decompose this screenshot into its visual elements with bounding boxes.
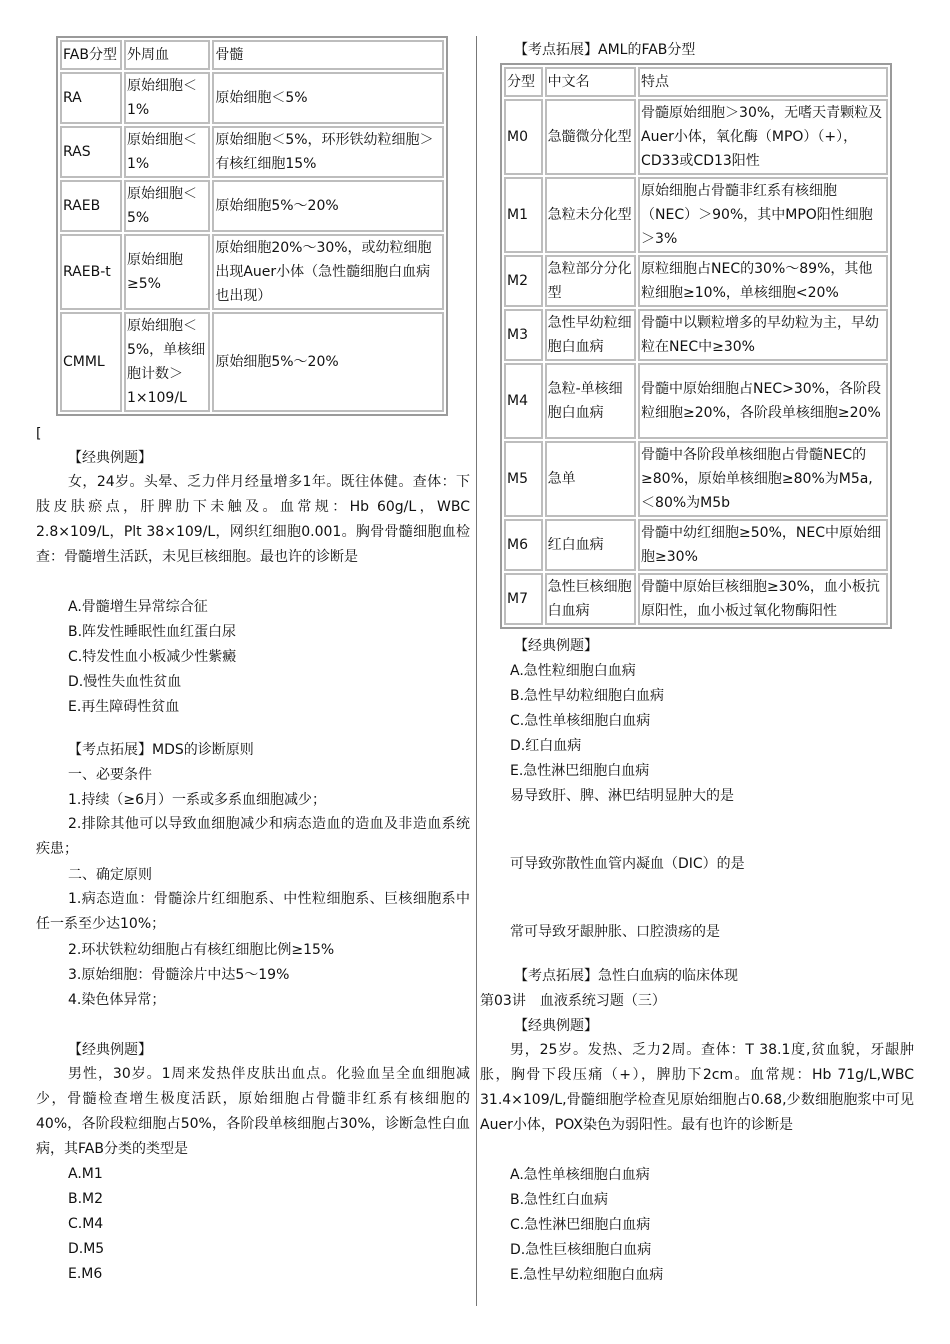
- type-cell: M7: [504, 573, 543, 625]
- table-row: [504, 363, 888, 439]
- name-cell: 急粒部分分化型: [545, 255, 636, 307]
- q2-option-c[interactable]: C.M4: [68, 1216, 104, 1232]
- header-cell: 外周血: [124, 40, 210, 70]
- feature-cell: 骨髓中各阶段单核细胞占骨髓NEC的≥80%，原始单核细胞≥80%为M5a,＜80%为M5b: [638, 441, 888, 517]
- aml-fab-table: [500, 63, 892, 629]
- q3-option-e[interactable]: E.急性淋巴细胞白血病: [510, 763, 650, 779]
- q3-heading: 【经典例题】: [514, 638, 598, 654]
- name-cell: 急单: [545, 441, 636, 517]
- q3-option-b[interactable]: B.急性早幼粒细胞白血病: [510, 688, 665, 704]
- mds-item-3: 1.病态造血：骨髓涂片红细胞系、中性粒细胞系、巨核细胞系中任一系至少达10%；: [36, 891, 470, 932]
- mds-section-2: 二、确定原则: [68, 867, 152, 883]
- type-cell: M6: [504, 519, 543, 571]
- table-row: [504, 519, 888, 571]
- q3-option-c[interactable]: C.急性单核细胞白血病: [510, 713, 651, 729]
- table-row: [60, 180, 444, 232]
- q4-heading: 【经典例题】: [514, 1018, 598, 1034]
- q1-option-d[interactable]: D.慢性失血性贫血: [68, 674, 182, 690]
- mds-item-1: 1.持续（≥6月）一系或多系血细胞减少；: [68, 792, 326, 808]
- type-cell: RAEB-t: [60, 234, 122, 310]
- type-cell: RAS: [60, 126, 122, 178]
- marrow-cell: 原始细胞5%～20%: [212, 180, 444, 232]
- type-cell: RA: [60, 72, 122, 124]
- table-row: [60, 312, 444, 412]
- q4-option-a[interactable]: A.急性单核细胞白血病: [510, 1167, 650, 1183]
- q3-option-d[interactable]: D.红白血病: [510, 738, 582, 754]
- type-cell: M1: [504, 177, 543, 253]
- header-cell: 分型: [504, 67, 543, 97]
- table-row: [60, 234, 444, 310]
- q2-option-a[interactable]: A.M1: [68, 1166, 103, 1182]
- type-cell: M4: [504, 363, 543, 439]
- table-row: [504, 441, 888, 517]
- q1-option-b[interactable]: B.阵发性睡眠性血红蛋白尿: [68, 624, 237, 640]
- table-row: [504, 573, 888, 625]
- feature-cell: 原始细胞占骨髓非红系有核细胞（NEC）＞90%，其中MPO阳性细胞＞3%: [638, 177, 888, 253]
- mds-item-5: 3.原始细胞：骨髓涂片中达5～19%: [68, 967, 290, 983]
- q2-option-b[interactable]: B.M2: [68, 1191, 104, 1207]
- blood-cell: 原始细胞≥5%: [124, 234, 210, 310]
- q4-option-d[interactable]: D.急性巨核细胞白血病: [510, 1242, 652, 1258]
- type-cell: RAEB: [60, 180, 122, 232]
- type-cell: M0: [504, 99, 543, 175]
- name-cell: 急性巨核细胞白血病: [545, 573, 636, 625]
- q3-subquestion-2: 可导致弥散性血管内凝血（DIC）的是: [510, 856, 745, 872]
- marrow-cell: 原始细胞＜5%: [212, 72, 444, 124]
- type-cell: CMML: [60, 312, 122, 412]
- q1-stem: 女，24岁。头晕、乏力伴月经量增多1年。既往体健。查体：下肢皮肤瘀点，肝脾肋下未触及。血常规：Hb 60g/L，WBC 2.8×109/L，Plt 38×109/L，网织红细胞0.001。胸骨骨髓细胞血检查：骨髓增生活跃，未见巨核细胞。最也许的诊断是: [36, 474, 470, 565]
- q2-option-d[interactable]: D.M5: [68, 1241, 105, 1257]
- q2-option-e[interactable]: E.M6: [68, 1266, 103, 1282]
- header-cell: 特点: [638, 67, 888, 97]
- mds-item-4: 2.环状铁粒幼细胞占有核红细胞比例≥15%: [68, 942, 335, 958]
- feature-cell: 骨髓中原始细胞占NEC>30%，各阶段粒细胞≥20%，各阶段单核细胞≥20%: [638, 363, 888, 439]
- mds-heading: 【考点拓展】MDS的诊断原则: [68, 742, 254, 758]
- mds-fab-table: [56, 36, 448, 416]
- mds-item-6: 4.染色体异常；: [68, 992, 166, 1008]
- blood-cell: 原始细胞＜1%: [124, 72, 210, 124]
- blood-cell: 原始细胞＜1%: [124, 126, 210, 178]
- q1-heading: 【经典例题】: [68, 450, 152, 466]
- q2-heading: 【经典例题】: [68, 1042, 152, 1058]
- stray-bracket: [: [36, 426, 42, 442]
- table-row: [60, 126, 444, 178]
- mds-section-1: 一、必要条件: [68, 767, 152, 783]
- type-cell: M2: [504, 255, 543, 307]
- column-divider: [476, 36, 477, 1306]
- header-cell: 骨髓: [212, 40, 444, 70]
- table-header-row: [60, 40, 444, 70]
- feature-cell: 原粒细胞占NEC的30%～89%，其他粒细胞≥10%，单核细胞<20%: [638, 255, 888, 307]
- name-cell: 红白血病: [545, 519, 636, 571]
- q3-subquestion-1: 易导致肝、脾、淋巴结明显肿大的是: [510, 788, 734, 804]
- table-row: [504, 309, 888, 361]
- mds-item-2: 2.排除其他可以导致血细胞减少和病态造血的造血及非造血系统疾患；: [36, 816, 470, 857]
- table-header-row: [504, 67, 888, 97]
- feature-cell: 骨髓原始细胞＞30%，无嗜天青颗粒及Auer小体，氧化酶（MPO）（+），CD33或CD13阳性: [638, 99, 888, 175]
- feature-cell: 骨髓中原始巨核细胞≥30%，血小板抗原阳性，血小板过氧化物酶阳性: [638, 573, 888, 625]
- table-row: [504, 255, 888, 307]
- marrow-cell: 原始细胞20%～30%，或幼粒细胞出现Auer小体（急性髓细胞白血病也出现）: [212, 234, 444, 310]
- q2-stem: 男性，30岁。1周来发热伴皮肤出血点。化验血呈全血细胞减少，骨髓检查增生极度活跃，原始细胞占骨髓非红系有核细胞的40%，各阶段粒细胞占50%，各阶段单核细胞占30%，诊断急性白血病，其FAB分类的类型是: [36, 1066, 470, 1157]
- type-cell: M3: [504, 309, 543, 361]
- q3-option-a[interactable]: A.急性粒细胞白血病: [510, 663, 636, 679]
- name-cell: 急性早幼粒细胞白血病: [545, 309, 636, 361]
- name-cell: 急粒-单核细胞白血病: [545, 363, 636, 439]
- feature-cell: 骨髓中幼红细胞≥50%，NEC中原始细胞≥30%: [638, 519, 888, 571]
- q1-option-e[interactable]: E.再生障碍性贫血: [68, 699, 180, 715]
- name-cell: 急粒未分化型: [545, 177, 636, 253]
- q4-option-c[interactable]: C.急性淋巴细胞白血病: [510, 1217, 651, 1233]
- blood-cell: 原始细胞＜5%: [124, 180, 210, 232]
- blood-cell: 原始细胞＜5%，单核细胞计数＞1×109/L: [124, 312, 210, 412]
- clinical-ext-heading: 【考点拓展】急性白血病的临床体现: [514, 968, 738, 984]
- q4-option-b[interactable]: B.急性红白血病: [510, 1192, 609, 1208]
- lecture-title: 第03讲 血液系统习题（三）: [480, 993, 666, 1009]
- q4-stem: 男，25岁。发热、乏力2周。查体：T 38.1度,贫血貌，牙龈肿胀，胸骨下段压痛（+），脾肋下2cm。血常规：Hb 71g/L,WBC 31.4×109/L,骨髓细胞学检查见原始细胞占0.68,少数细胞胞浆中可见Auer小体，POX染色为弱阳性。最有也许的诊断是: [480, 1042, 914, 1133]
- q1-option-a[interactable]: A.骨髓增生异常综合征: [68, 599, 208, 615]
- table-row: [504, 99, 888, 175]
- name-cell: 急髓微分化型: [545, 99, 636, 175]
- q4-option-e[interactable]: E.急性早幼粒细胞白血病: [510, 1267, 664, 1283]
- feature-cell: 骨髓中以颗粒增多的早幼粒为主，早幼粒在NEC中≥30%: [638, 309, 888, 361]
- header-cell: 中文名: [545, 67, 636, 97]
- type-cell: M5: [504, 441, 543, 517]
- table-row: [504, 177, 888, 253]
- header-cell: FAB分型: [60, 40, 122, 70]
- q1-option-c[interactable]: C.特发性血小板减少性紫癜: [68, 649, 237, 665]
- aml-table-title: 【考点拓展】AML的FAB分型: [514, 42, 696, 58]
- marrow-cell: 原始细胞＜5%，环形铁幼粒细胞＞有核红细胞15%: [212, 126, 444, 178]
- table-row: [60, 72, 444, 124]
- marrow-cell: 原始细胞5%～20%: [212, 312, 444, 412]
- q3-subquestion-3: 常可导致牙龈肿胀、口腔溃疡的是: [510, 924, 720, 940]
